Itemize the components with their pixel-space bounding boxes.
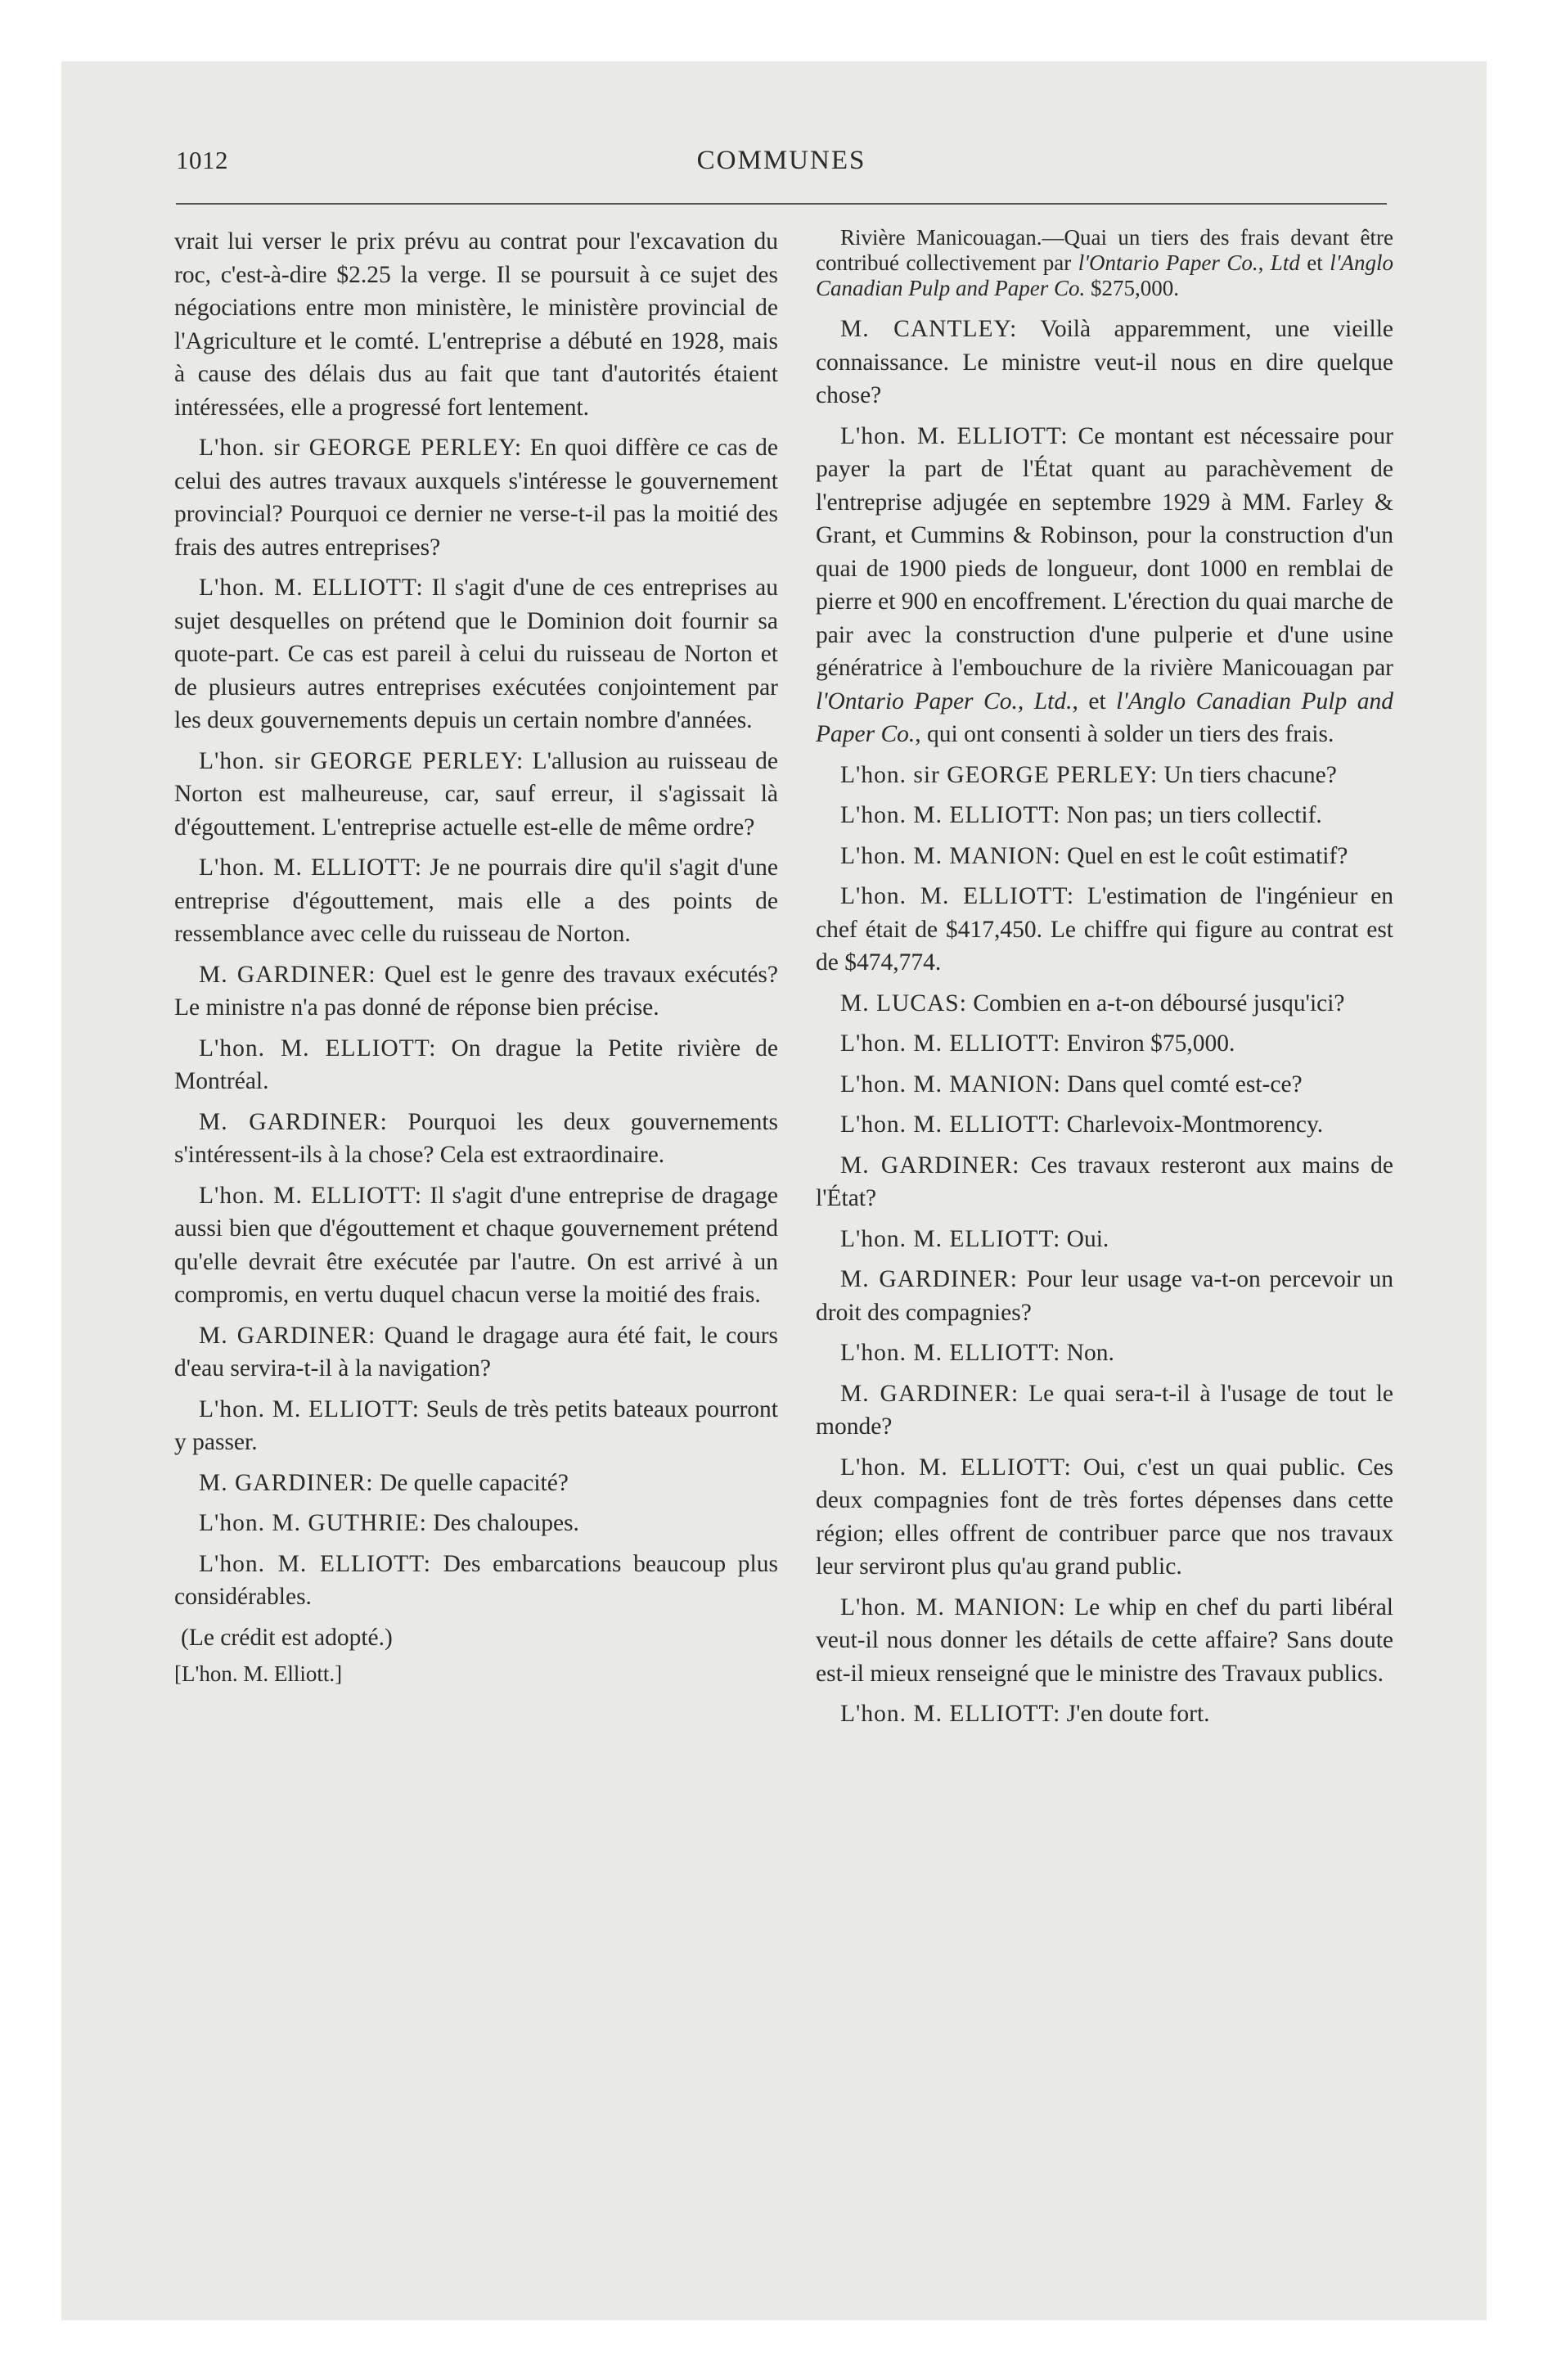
paragraph: L'hon. M. ELLIOTT: Non pas; un tiers collectif. [840, 802, 1322, 828]
paragraph: M. LUCAS: Combien en a-t-on déboursé jusqu'ici? [840, 989, 1345, 1016]
paragraph: L'hon. M. ELLIOTT: Environ $75,000. [840, 1030, 1235, 1057]
paragraph: L'hon. M. MANION: Le whip en chef du parti libéral veut-il nous donner les détails de cette affaire? Sans doute est-il mieux renseigné que le ministre des Travaux publics. [816, 1593, 1394, 1687]
header-rule [176, 203, 1387, 205]
paragraph: L'hon. M. ELLIOTT: Il s'agit d'une de ces entreprises au sujet desquelles on prétend que le Dominion doit fournir sa quote-part. Ce cas est pareil à celui du ruisseau de Norton et de plusieurs autres entreprises exécutées conjointement par les deux gouvernements depuis un certain nombre d'années. [174, 575, 778, 733]
paragraph: L'hon. M. ELLIOTT: J'en doute fort. [840, 1701, 1210, 1727]
running-head: COMMUNES [696, 146, 866, 175]
paragraph: L'hon. sir GEORGE PERLEY: Un tiers chacune? [840, 761, 1337, 788]
paragraph: L'hon. M. ELLIOTT: Ce montant est nécessaire pour payer la part de l'État quant au parachèvement de l'entreprise adjugée en septembre 1929 à MM. Farley & Grant, et Cummins & Robinson, pour la construction d'un quai de 1900 pieds de longueur, dont 1000 en remblai de pierre et 900 en encoffrement. L'érection du quai marche de pair avec la construction d'une pulperie et d'une usine génératrice à l'embouchure de la rivière Manicouagan par l'Ontario Paper Co., Ltd., et l'Anglo Canadian Pulp and Paper Co., qui ont consenti à solder un tiers des frais. [816, 422, 1393, 747]
paragraph: L'hon. M. ELLIOTT: On drague la Petite rivière de Montréal. [174, 1034, 778, 1094]
paragraph: L'hon. sir GEORGE PERLEY: En quoi diffère ce cas de celui des autres travaux auxquels s'intéresse le gouvernement provincial? Pourquoi ce dernier ne verse-t-il pas la moitié des frais des autres entreprises? [174, 435, 778, 561]
speaker: L'hon. M. ELLIOTT: [840, 422, 1069, 449]
speaker: L'hon. M. ELLIOTT: [840, 1701, 1061, 1727]
speaker: L'hon. M. ELLIOTT: [840, 802, 1061, 828]
adopted-note: (Le crédit est adopté.) [181, 1624, 393, 1651]
speaker: M. GARDINER: [840, 1152, 1020, 1179]
speaker: L'hon. M. ELLIOTT: [840, 1225, 1061, 1252]
paragraph: M. CANTLEY: Voilà apparemment, une vieille connaissance. Le ministre veut-il nous en dire quelque chose? [816, 316, 1393, 408]
paragraph: L'hon. M. ELLIOTT: Non. [840, 1340, 1114, 1366]
speaker: L'hon. M. ELLIOTT: [199, 1182, 423, 1209]
paragraph: M. GARDINER: Ces travaux resteront aux mains de l'État? [816, 1152, 1393, 1211]
paragraph: L'hon. sir GEORGE PERLEY: L'allusion au ruisseau de Norton est malheureuse, car, sauf erreur, il s'agissait là d'égouttement. L'entreprise actuelle est-elle de même ordre? [174, 747, 778, 841]
paragraph: L'hon. M. GUTHRIE: Des chaloupes. [199, 1510, 579, 1536]
speaker: L'hon. sir GEORGE PERLEY: [199, 435, 523, 461]
speaker: L'hon. M. MANION: [840, 1593, 1066, 1620]
speaker-reference: [L'hon. M. Elliott.] [174, 1661, 343, 1686]
speaker: M. GARDINER: [199, 961, 376, 988]
paragraph: L'hon. M. ELLIOTT: Des embarcations beaucoup plus considérables. [174, 1550, 778, 1610]
speaker: L'hon. sir GEORGE PERLEY: [199, 747, 524, 774]
speaker: L'hon. M. ELLIOTT: [840, 1111, 1061, 1138]
paragraph: vrait lui verser le prix prévu au contrat pour l'excavation du roc, c'est-à-dire $2.25 la verge. Il se poursuit à ce sujet des négociations entre mon ministère, le ministère provincial de l'Agriculture et le comté. L'entreprise a débuté en 1928, mais à cause des délais dus au fait que tant d'autorités étaient intéressées, elle a progressé fort lentement. [174, 228, 778, 421]
speaker: L'hon. M. ELLIOTT: [840, 1340, 1061, 1366]
speaker: M. GARDINER: [840, 1266, 1018, 1292]
paragraph: L'hon. M. MANION: Dans quel comté est-ce? [840, 1071, 1303, 1098]
speaker: L'hon. M. ELLIOTT: [199, 1034, 437, 1062]
speaker: M. GARDINER: [840, 1380, 1019, 1407]
speaker: M. GARDINER: [199, 1469, 374, 1496]
speaker: M. LUCAS: [840, 989, 967, 1016]
speaker: L'hon. M. ELLIOTT: [840, 1454, 1072, 1481]
speaker: M. CANTLEY: [840, 316, 1018, 342]
paragraph: M. GARDINER: De quelle capacité? [199, 1469, 569, 1496]
speaker: M. GARDINER: [199, 1108, 388, 1135]
paragraph: M. GARDINER: Pourquoi les deux gouvernements s'intéressent-ils à la chose? Cela est extraordinaire. [174, 1108, 778, 1168]
speaker: L'hon. sir GEORGE PERLEY: [840, 761, 1159, 788]
left-column [174, 225, 778, 1698]
speaker: L'hon. M. MANION: [840, 842, 1061, 869]
paragraph: M. GARDINER: Quel est le genre des travaux exécutés? Le ministre n'a pas donné de réponse bien précise. [174, 961, 779, 1021]
speaker: L'hon. M. ELLIOTT: [199, 1550, 431, 1577]
paragraph: M. GARDINER: Pour leur usage va-t-on percevoir un droit des compagnies? [816, 1266, 1394, 1326]
page-header [176, 146, 1387, 187]
paragraph: L'hon. M. ELLIOTT: Charlevoix-Montmorency. [840, 1111, 1324, 1138]
speaker: M. GARDINER: [199, 1322, 376, 1349]
paragraph: L'hon. M. ELLIOTT: Je ne pourrais dire qu'il s'agit d'une entreprise d'égouttement, mais elle a des points de ressemblance avec celle du ruisseau de Norton. [174, 854, 778, 947]
paragraph: L'hon. M. ELLIOTT: Oui. [840, 1225, 1109, 1252]
paragraph: L'hon. M. ELLIOTT: Il s'agit d'une entreprise de dragage aussi bien que d'égouttement et chaque gouvernement prétend qu'elle devrait être exécutée par l'autre. On est arrivé à un compromis, en vertu duquel chacun verse la moitié des frais. [174, 1182, 778, 1308]
speaker: L'hon. M. MANION: [840, 1071, 1061, 1098]
paragraph: M. GARDINER: Quand le dragage aura été fait, le cours d'eau servira-t-il à la navigation? [174, 1322, 779, 1382]
paragraph: L'hon. M. ELLIOTT: Seuls de très petits bateaux pourront y passer. [174, 1395, 778, 1455]
paragraph: L'hon. M. MANION: Quel en est le coût estimatif? [840, 842, 1348, 869]
page-number: 1012 [176, 146, 228, 174]
speaker: L'hon. M. ELLIOTT: [199, 854, 423, 881]
speaker: L'hon. M. ELLIOTT: [840, 1030, 1061, 1057]
estimate-item: Rivière Manicouagan.—Quai un tiers des frais devant être contribué collectivement par l'Ontario Paper Co., Ltd et l'Anglo Canadian Pulp and Paper Co. $275,000. [816, 225, 1393, 300]
paragraph: L'hon. M. ELLIOTT: Oui, c'est un quai public. Ces deux compagnies font de très fortes dépenses dans cette région; elles offrent de contribuer parce que nos travaux leur serviront plus qu'au grand public. [816, 1454, 1393, 1580]
speaker: L'hon. M. ELLIOTT: [199, 1395, 420, 1422]
right-column [816, 225, 1393, 1738]
speaker: L'hon. M. ELLIOTT: [840, 883, 1075, 909]
paragraph: M. GARDINER: Le quai sera-t-il à l'usage de tout le monde? [816, 1380, 1393, 1440]
speaker: L'hon. M. ELLIOTT: [199, 575, 424, 601]
speaker: L'hon. M. GUTHRIE: [199, 1510, 427, 1536]
paragraph: L'hon. M. ELLIOTT: L'estimation de l'ingénieur en chef était de $417,450. Le chiffre qui figure au contrat est de $474,774. [816, 883, 1393, 976]
